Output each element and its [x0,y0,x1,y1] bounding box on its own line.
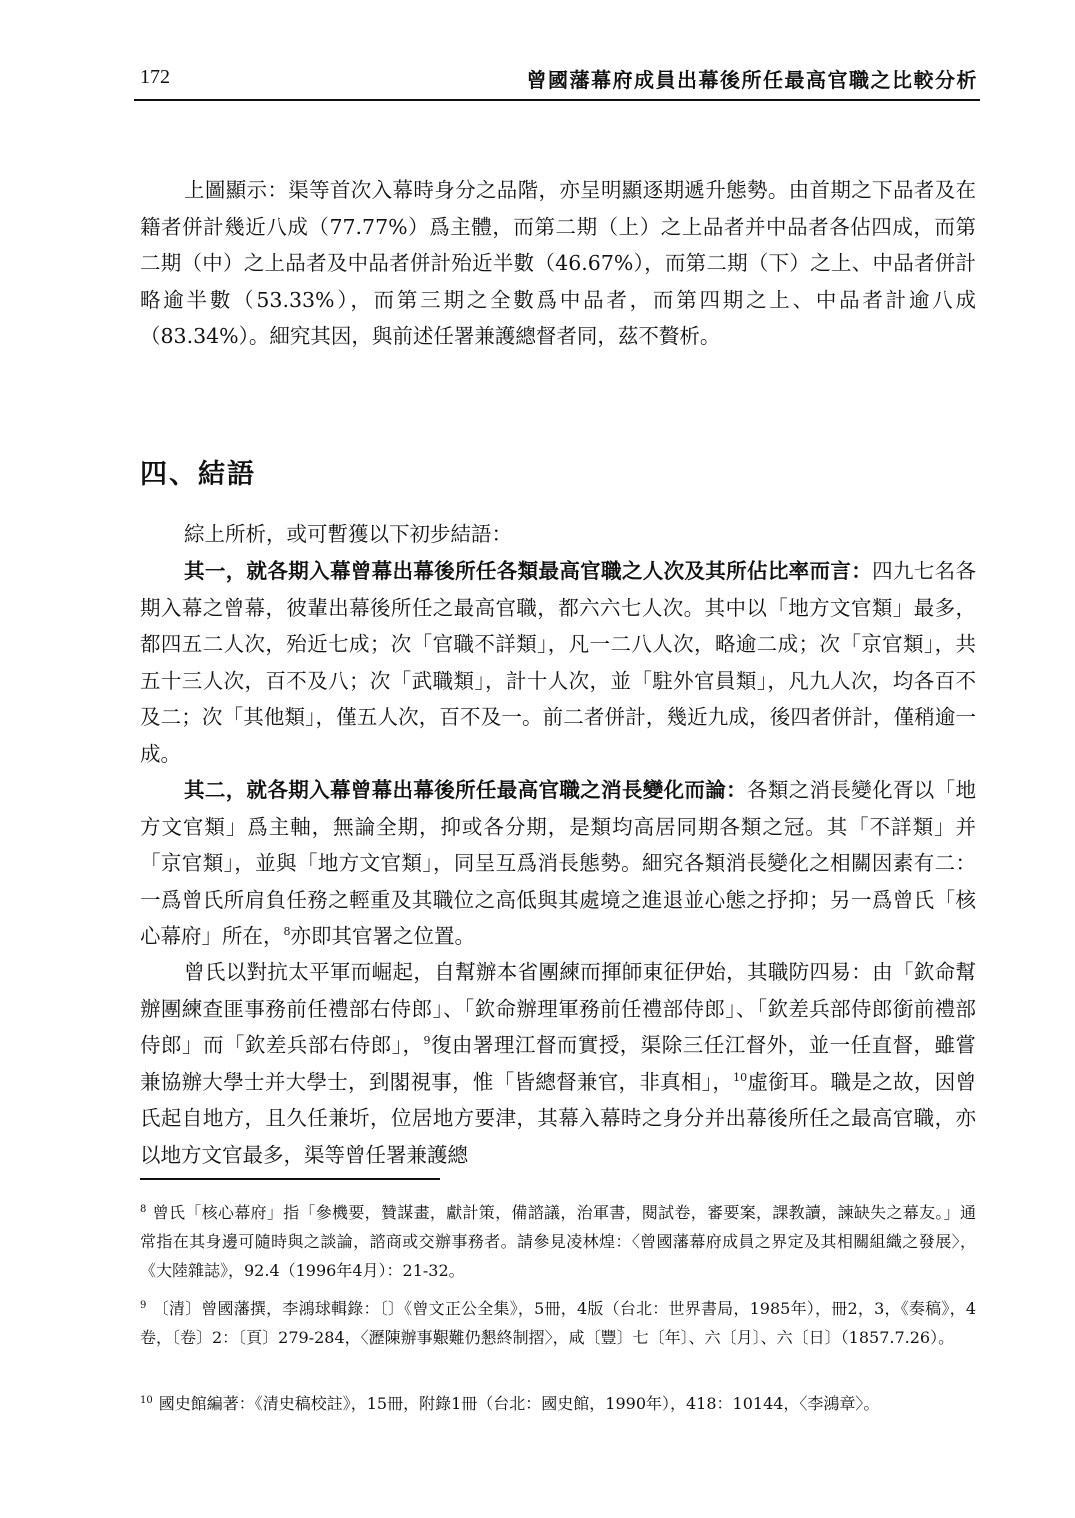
conclusion-one-body: 四九七名各期入幕之曾幕，彼輩出幕後所任之最高官職，都六六七人次。其中以「地方文官類」最多，都四五二人次，殆近七成；次「官職不詳類」，凡一二八人次，略逾二成；次「京官類」，共五十三人次，百不及八；次「武職類」，計十人次，並「駐外官員類」，凡九人次，均各百不及二；次「其他類」，僅五人次，百不及一。前二者併計，幾近九成，後四者併計，僅稍逾一成。 [140,559,976,766]
footnote-text: 國史館編著：《清史稿校註》，15冊，附錄1冊（台北：國史館，1990年），418：10144，〈李鴻章〉。 [158,1394,880,1413]
footnote-rule [140,1178,440,1180]
section-heading: 四、結語 [140,459,256,490]
paragraph-conclusion-one [140,553,976,772]
footnote-ref-10[interactable]: 10 [733,1070,748,1084]
conclusion-one-lead: 其一，就各期入幕曾幕出幕後所任各類最高官職之人次及其所佔比率而言： [184,559,873,583]
career-text-a: 曾氏以對抗太平軍而崛起，自幫辦本省團練而揮師東征伊始，其職防四易：由「欽命幫辦團練查匪事務前任禮部右侍郎」、「欽命辦理軍務前任禮部侍郎」、「欽差兵部侍郎銜前禮部侍郎」而「欽差兵部右侍郎」， [140,960,976,1057]
footnote-8 [140,1198,976,1285]
conclusion-two-end: 亦即其官署之位置。 [290,924,475,948]
footnote-10 [140,1389,976,1418]
footnote-text: 曾氏「核心幕府」指「參機要，贊謀畫，獻計策，備諮議，治軍書，閱試卷，審要案，課教讀，諫缺失之幕友。」通常指在其身邊可隨時與之談論，諮商或交辦事務者。請參見凌林煌：〈曾國藩幕府成員之界定及其相關組織之發展〉，《大陸雜誌》，92.4（1996年4月）：21-32。 [140,1203,976,1280]
footnote-9 [140,1294,976,1352]
paragraph-zeng-career [140,954,976,1173]
footnote-ref-9[interactable]: 9 [423,1034,431,1048]
footnote-mark: 8 [140,1203,147,1215]
career-text-b: 復由署理江督而實授，渠除三任江督外，並一任直督，雖嘗兼協辦大學士并大學士，到閣視事，惟「皆總督兼官，非真相」， [140,1033,977,1094]
conclusion-two-body: 各類之消長變化胥以「地方文官類」爲主軸，無論全期，抑或各分期，是類均高居同期各類之冠。其「不詳類」并「京官類」，並與「地方文官類」，同呈互爲消長態勢。細究各類消長變化之相關因素有二：一爲曾氏所肩負任務之輕重及其職位之高低與其處境之進退並心態之抒抑；另一爲曾氏「核心幕府」所在， [140,778,977,948]
footnote-mark: 9 [140,1299,147,1311]
conclusion-two-lead: 其二，就各期入幕曾幕出幕後所任最高官職之消長變化而論： [184,778,747,802]
running-title: 曾國藩幕府成員出幕後所任最高官職之比較分析 [526,68,978,92]
page-number: 172 [140,66,170,88]
paragraph-conclusion-two [140,772,976,955]
paragraph-rank-analysis: 上圖顯示：渠等首次入幕時身分之品階，亦呈明顯逐期遞升態勢。由首期之下品者及在籍者併計幾近八成（77.77%）爲主體，而第二期（上）之上品者并中品者各佔四成，而第二期（中）之上品者及中品者併計殆近半數（46.67%），而第二期（下）之上、中品者併計略逾半數（53.33%），而第三期之全數爲中品者，而第四期之上、中品者計逾八成（83.34%）。細究其因，與前述任署兼護總督者同，茲不贅析。 [140,178,976,348]
footnote-text: 〔清〕曾國藩撰，李鴻球輯錄：〔〕《曾文正公全集》，5冊，4版（台北：世界書局，1985年），冊2，3，《奏稿》，4卷，〔卷〕2：〔頁〕279-284，〈瀝陳辦事艱難仍懇終制摺〉，咸〔豐〕七〔年〕、六〔月〕、六〔日〕（1857.7.26）。 [140,1299,976,1347]
paragraph-intro: 綜上所析，或可暫獲以下初步結語： [184,522,512,546]
footnote-mark: 10 [140,1394,153,1406]
career-text-c: 虛銜耳。職是之故，因曾氏起自地方，且久任兼圻，位居地方要津，其幕入幕時之身分并出幕後所任之最高官職，亦以地方文官最多，渠等曾任署兼護總 [140,1069,977,1167]
header-rule [134,99,980,101]
page-header [140,62,978,98]
footnote-ref-8[interactable]: 8 [283,925,291,939]
